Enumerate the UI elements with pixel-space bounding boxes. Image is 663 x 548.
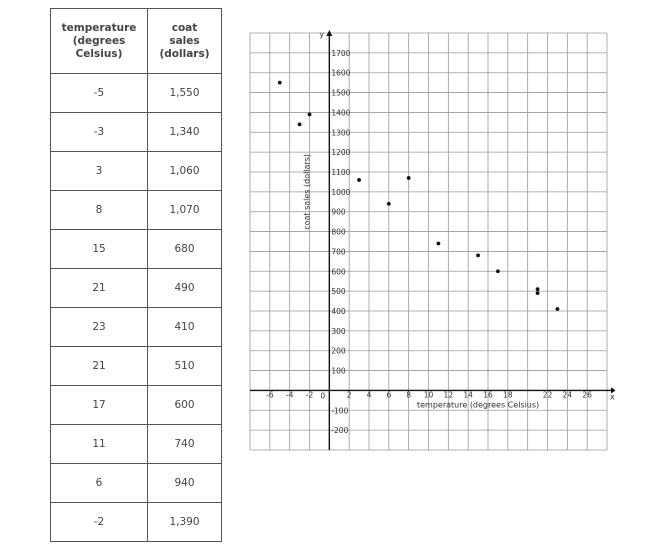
- data-points: [278, 81, 559, 311]
- cell-temperature: -5: [51, 74, 148, 113]
- y-tick-label: 400: [331, 307, 346, 316]
- x-tick-label: 8: [406, 390, 412, 400]
- y-tick-label: 1300: [331, 128, 351, 138]
- header-sales-line2: sales: [169, 34, 200, 47]
- data-point: [536, 287, 540, 291]
- x-tick-label: 6: [386, 390, 392, 400]
- data-point: [278, 81, 282, 85]
- y-tick-label: 200: [331, 346, 346, 356]
- table-row: [51, 152, 222, 191]
- cell-sales: 740: [148, 425, 222, 464]
- scatter-plot: [245, 28, 615, 458]
- y-tick-label: -200: [331, 426, 349, 436]
- cell-temperature: -3: [51, 113, 148, 152]
- cell-sales: 600: [148, 386, 222, 425]
- header-temperature-line3: Celsius): [75, 47, 123, 60]
- x-tick-label: 14: [463, 390, 473, 400]
- header-sales-line3: (dollars): [159, 47, 210, 60]
- cell-temperature: 23: [51, 308, 148, 347]
- data-table: [50, 8, 222, 542]
- cell-sales: 410: [148, 308, 222, 347]
- cell-sales: 1,060: [148, 152, 222, 191]
- table-row: [51, 425, 222, 464]
- x-tick-label: 18: [503, 390, 513, 400]
- cell-temperature: 21: [51, 347, 148, 386]
- origin-label: 0: [320, 391, 326, 401]
- data-point: [556, 307, 560, 311]
- data-point: [407, 176, 411, 180]
- x-tick-label: 26: [582, 390, 592, 400]
- data-point: [387, 202, 391, 206]
- y-tick-label: -100: [331, 406, 349, 416]
- y-axis-letter: y: [319, 30, 325, 39]
- table-row: [51, 347, 222, 386]
- table-row: [51, 503, 222, 542]
- table-row: [51, 230, 222, 269]
- cell-temperature: 21: [51, 269, 148, 308]
- y-tick-label: 1600: [331, 68, 351, 78]
- x-tick-label: -6: [266, 390, 274, 400]
- cell-temperature: 11: [51, 425, 148, 464]
- cell-sales: 940: [148, 464, 222, 503]
- cell-temperature: 15: [51, 230, 148, 269]
- data-point: [476, 254, 480, 258]
- data-point: [308, 113, 312, 117]
- y-tick-label: 500: [331, 287, 346, 297]
- data-point: [536, 291, 540, 295]
- axes: [250, 30, 615, 450]
- y-tick-label: 300: [331, 326, 346, 336]
- tick-labels: [266, 49, 592, 435]
- cell-sales: 1,550: [148, 74, 222, 113]
- y-tick-label: 1500: [331, 88, 351, 98]
- y-tick-label: 600: [331, 267, 346, 277]
- table-row: [51, 74, 222, 113]
- grid: [250, 33, 607, 450]
- cell-sales: 1,340: [148, 113, 222, 152]
- cell-sales: 1,390: [148, 503, 222, 542]
- cell-temperature: 17: [51, 386, 148, 425]
- data-point: [357, 178, 361, 182]
- x-tick-label: 10: [423, 390, 434, 400]
- table-row: [51, 113, 222, 152]
- x-tick-label: 22: [542, 390, 553, 400]
- data-point: [437, 242, 441, 246]
- y-tick-label: 800: [331, 227, 346, 237]
- x-tick-label: 16: [483, 390, 493, 400]
- x-tick-label: -2: [305, 390, 314, 400]
- cell-sales: 490: [148, 269, 222, 308]
- header-temperature-line1: temperature: [61, 21, 137, 34]
- table-header-row: [51, 9, 222, 74]
- data-point: [496, 269, 500, 273]
- header-sales-line1: coat: [171, 21, 198, 34]
- x-tick-label: -4: [285, 390, 294, 400]
- x-tick-label: 4: [366, 390, 372, 400]
- header-coat-sales: [148, 9, 222, 74]
- cell-sales: 510: [148, 347, 222, 386]
- y-tick-label: 100: [331, 366, 346, 376]
- cell-temperature: -2: [51, 503, 148, 542]
- y-tick-label: 700: [331, 247, 346, 257]
- y-tick-label: 1100: [331, 168, 351, 177]
- header-temperature: [51, 9, 148, 74]
- table-row: [51, 308, 222, 347]
- table-row: [51, 269, 222, 308]
- y-tick-label: 900: [331, 207, 346, 217]
- y-tick-label: 1400: [331, 108, 351, 118]
- x-tick-label: 12: [443, 390, 454, 400]
- x-axis-letter: x: [610, 392, 615, 402]
- table-row: [51, 386, 222, 425]
- table-row: [51, 464, 222, 503]
- cell-temperature: 3: [51, 152, 148, 191]
- y-axis-label: coat sales (dollars): [302, 153, 312, 230]
- y-tick-label: 1000: [331, 187, 351, 197]
- y-tick-label: 1200: [331, 148, 351, 158]
- data-point: [298, 122, 302, 126]
- cell-sales: 680: [148, 230, 222, 269]
- cell-temperature: 8: [51, 191, 148, 230]
- y-tick-label: 1700: [331, 48, 351, 58]
- table-row: [51, 191, 222, 230]
- x-tick-label: 2: [346, 390, 352, 400]
- cell-temperature: 6: [51, 464, 148, 503]
- header-temperature-line2: (degrees: [72, 34, 126, 47]
- x-axis-label: temperature (degrees Celsius): [416, 400, 540, 410]
- cell-sales: 1,070: [148, 191, 222, 230]
- x-tick-label: 24: [562, 390, 573, 400]
